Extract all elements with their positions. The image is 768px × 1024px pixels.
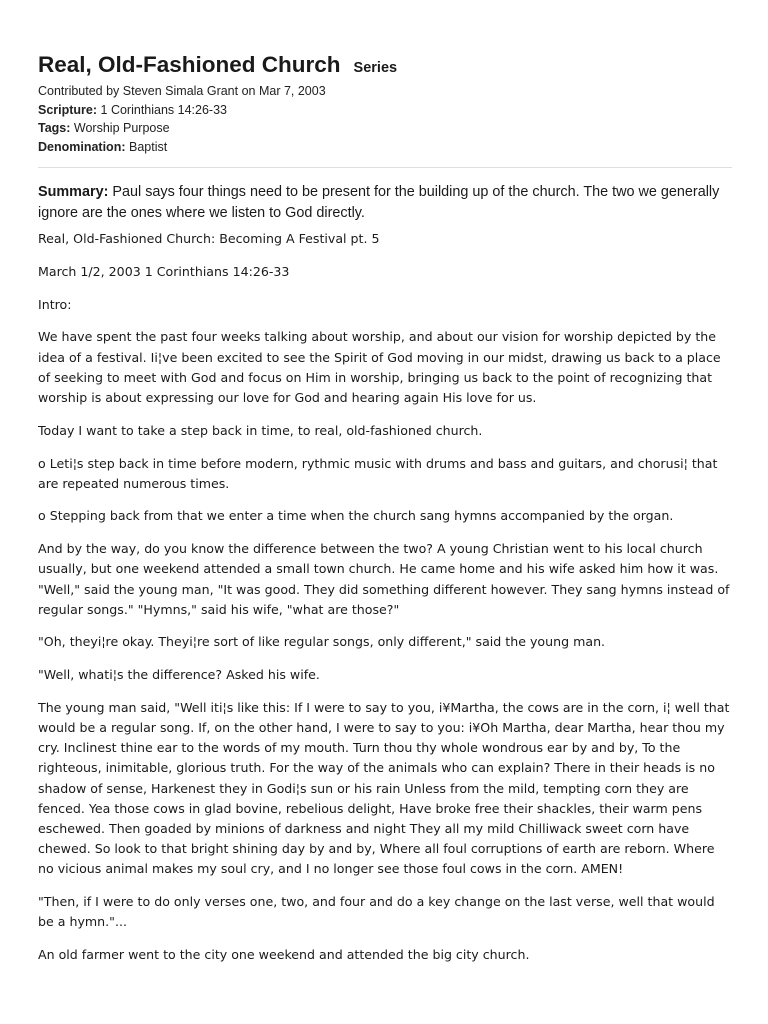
series-link[interactable]: Series — [353, 60, 398, 76]
body-paragraph: March 1/2, 2003 1 Corinthians 14:26-33 — [38, 264, 290, 280]
scripture-value[interactable]: 1 Corinthians 14:26-33 — [100, 102, 228, 117]
tags-line — [38, 119, 734, 138]
body-paragraph: The young man said, "Well iti¦s like this: If I were to say to you, i¥Martha, the cows are in the corn, i¦ well that would be a regular song. If, on the other hand, I were to say to you: i¥Oh Martha, dear Martha, hear thou my cry. Inclinest thine ear to the words of my mouth. Turn thou thy whole wondrous ear by and by, To the righteous, inimitable, glorious truth. For the way of the animals who can explain? There in their heads is no shadow of sense, Harkenest they in Godi¦s sun or his rain Unless from the mild, tempting corn they are fenced. Yea those cows in glad bovine, rebelious delight, Have broke free their shackles, their warm pens eschewed. Then goaded by minions of darkness and night They all my mild Chilliwack sweet corn have chewed. So look to that bright shining day by and by, Where all foul corruptions of earth are reborn. Where no vicious animal makes my soul cry, and I no longer see those foul cows in the corn. AMEN! — [38, 699, 730, 877]
body-paragraph: Intro: — [38, 296, 72, 312]
body-paragraph: o Stepping back from that we enter a time when the church sang hymns accompanied by the organ. — [38, 508, 674, 524]
summary-label: Summary: — [38, 184, 109, 201]
body-paragraph: "Oh, theyi¦re okay. Theyi¦re sort of like regular songs, only different," said the young man. — [38, 634, 606, 650]
scripture-label: Scripture: — [38, 102, 98, 117]
sermon-page — [38, 52, 734, 978]
title-row — [38, 52, 734, 82]
tags-value[interactable]: Worship Purpose — [73, 121, 170, 136]
denomination-label: Denomination: — [38, 139, 126, 154]
body-paragraph: And by the way, do you know the difference between the two? A young Christian went to his local church usually, but one weekend attended a small town church. He came home and his wife asked him how it was. "Well," said the young man, "It was good. They did something different however. They sang hymns instead of regular songs." "Hymns," said his wife, "what are those?" — [38, 541, 730, 617]
denomination-line — [38, 138, 734, 157]
body-paragraph: "Well, whati¦s the difference? Asked his wife. — [38, 667, 320, 683]
contributor-line: Contributed by Steven Simala Grant on Mar 7, 2003 — [38, 84, 326, 98]
body-paragraph: An old farmer went to the city one weekend and attended the big city church. — [38, 947, 530, 963]
body-paragraph: o Leti¦s step back in time before modern, rythmic music with drums and bass and guitars, and chorusi¦ that are repeated numerous times. — [38, 455, 718, 491]
divider — [38, 167, 732, 168]
summary — [38, 182, 734, 223]
page-title: Real, Old-Fashioned Church — [38, 52, 341, 77]
summary-text: Paul says four things need to be present for the building up of the church. The two we generally ignore are the ones where we listen to God directly. — [38, 184, 720, 221]
body-paragraph: We have spent the past four weeks talking about worship, and about our vision for worship depicted by the idea of a festival. Ii¦ve been excited to see the Spirit of God moving in our midst, drawing us back to a place of seeking to meet with God and focus on Him in worship, bringing us back to the point of recognizing that worship is about expressing our love for God and hearing again His love for us. — [38, 329, 721, 406]
sermon-body — [38, 229, 734, 965]
body-paragraph: Today I want to take a step back in time, to real, old-fashioned church. — [38, 422, 483, 438]
scripture-line — [38, 101, 734, 120]
sermon-meta — [38, 82, 734, 156]
tags-label: Tags: — [38, 121, 71, 136]
denomination-value[interactable]: Baptist — [128, 139, 168, 154]
body-paragraph: "Then, if I were to do only verses one, two, and four and do a key change on the last verse, well that would be a hymn."... — [38, 894, 715, 930]
body-paragraph: Real, Old-Fashioned Church: Becoming A Festival pt. 5 — [38, 231, 380, 247]
